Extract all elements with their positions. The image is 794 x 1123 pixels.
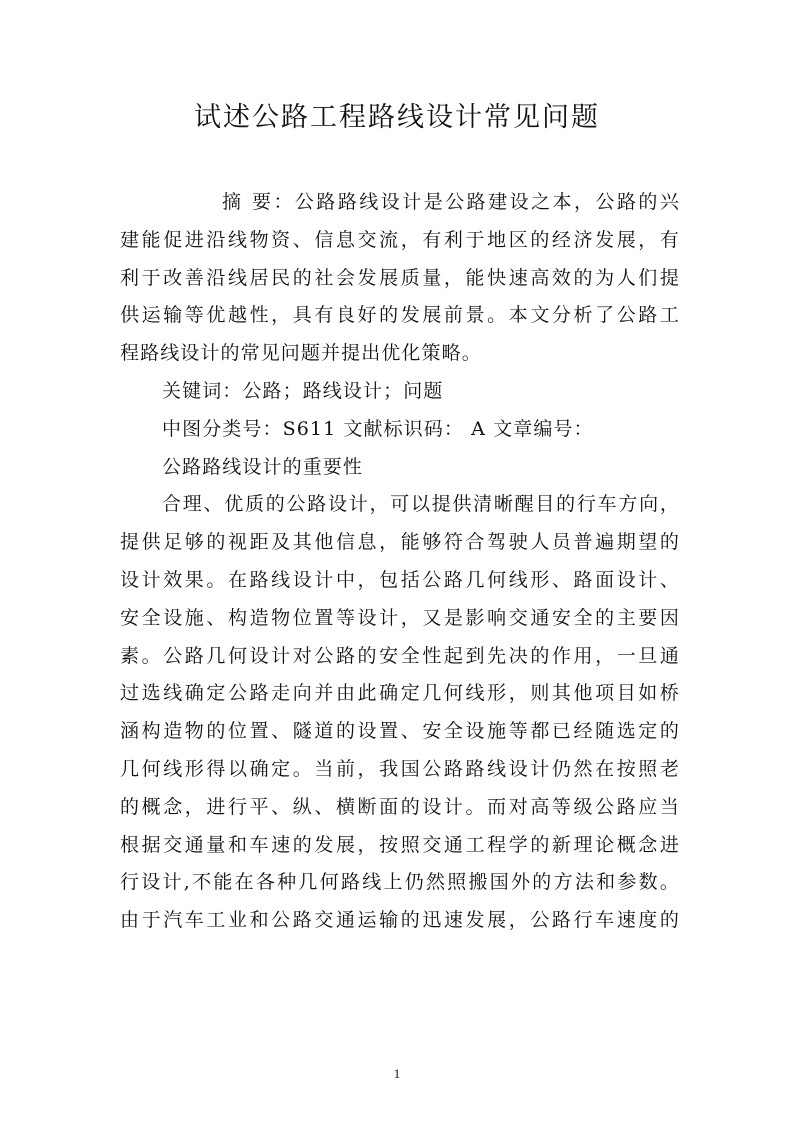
abstract-line: 建能促进沿线物资、信息交流，有利于地区的经济发展，有 xyxy=(120,228,680,251)
paragraph-line: 设计效果。在路线设计中，包括公路几何线形、路面设计、 xyxy=(120,568,680,591)
paragraph-line: 的概念，进行平、纵、横断面的设计。而对高等级公路应当 xyxy=(120,795,680,818)
paragraph-line: 根据交通量和车速的发展，按照交通工程学的新理论概念进 xyxy=(120,833,680,856)
paragraph-line: 涵构造物的位置、隧道的设置、安全设施等都已经随选定的 xyxy=(120,720,680,743)
paragraph-line: 素。公路几何设计对公路的安全性起到先决的作用，一旦通 xyxy=(120,644,680,667)
abstract-line: 利于改善沿线居民的社会发展质量，能快速高效的为人们提 xyxy=(120,266,680,289)
paragraph-line: 提供足够的视距及其他信息，能够符合驾驶人员普遍期望的 xyxy=(120,531,680,554)
document-body xyxy=(120,184,680,940)
paragraph-line: 由于汽车工业和公路交通运输的迅速发展，公路行车速度的 xyxy=(120,909,680,932)
abstract-line: 摘 要：公路路线设计是公路建设之本，公路的兴 xyxy=(222,191,680,213)
section-heading: 公路路线设计的重要性 xyxy=(162,455,364,478)
paragraph-line: 过选线确定公路走向并由此确定几何线形，则其他项目如桥 xyxy=(120,682,680,705)
page-number: 1 xyxy=(393,1066,401,1081)
classification-line: 中图分类号：S611 文献标识码： A 文章编号： xyxy=(162,417,594,440)
paragraph-line: 合理、优质的公路设计，可以提供清晰醒目的行车方向， xyxy=(162,493,680,516)
abstract-line: 程路线设计的常见问题并提出优化策略。 xyxy=(120,342,482,365)
abstract-line: 供运输等优越性，具有良好的发展前景。本文分析了公路工 xyxy=(120,304,680,327)
paragraph-line: 行设计,不能在各种几何路线上仍然照搬国外的方法和参数。 xyxy=(120,871,680,894)
paragraph-line: 几何线形得以确定。当前，我国公路路线设计仍然在按照老 xyxy=(120,757,680,780)
keywords-line: 关键词：公路；路线设计；问题 xyxy=(162,379,444,402)
document-title: 试述公路工程路线设计常见问题 xyxy=(194,102,600,133)
paragraph-line: 安全设施、构造物位置等设计，又是影响交通安全的主要因 xyxy=(120,606,680,629)
